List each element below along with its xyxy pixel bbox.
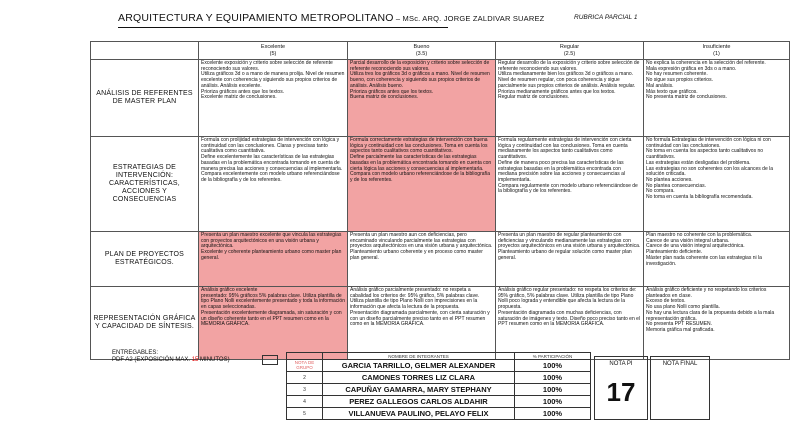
rubric-cell [496, 137, 644, 232]
rubric-cell [348, 137, 496, 232]
nota-pi-box [594, 356, 648, 420]
deliverable-checkbox[interactable] [262, 355, 278, 365]
course-title: ARQUITECTURA Y EQUIPAMIENTO METROPOLITANO [118, 12, 394, 24]
rubric-cell-line: Plan maestro no coherente con la problemática. [646, 232, 753, 238]
team-table [286, 352, 591, 420]
rubric-cell-line: No hay una lectura clara de la propuesta debido a la mala representación gráfica. [646, 309, 775, 322]
nota-final-label: NOTA FINAL [662, 361, 698, 367]
col-label: Regular [559, 44, 580, 50]
col-points: (3.5) [415, 50, 428, 57]
team-row [287, 372, 591, 384]
rubric-cell-line: Las estrategias no son coherentes con los alcances de la solución criticada. [646, 165, 774, 178]
rubric-cell-line: Excelente matriz de conclusiones. [201, 94, 277, 101]
rubric-cell-line: Análisis gráfico deficiente y no respetando los criterios planteados en clase. [646, 287, 767, 299]
rubric-cell-line: Formula correctamente estrategias de intervención con buena lógica y continuidad con las conclusiones. Toma en cuenta los aspectos tanto cualitativos como cuantitativos. [350, 137, 488, 155]
rubric-cell-line: Excelente exposición y criterio sobre selección de referente reconociendo sus valores. [201, 60, 333, 72]
deliverables-suffix: MINUTOS) [198, 357, 230, 363]
rubric-cell-line: Mala expresión gráfica en 3ds o a mano. [646, 65, 737, 72]
deliverables [112, 350, 230, 364]
member-number: 4 [287, 396, 323, 408]
rubric-cell-line: No toma en cuenta los aspectos tanto cualitativos no cuantitativos. [646, 148, 764, 161]
rubric-cell-line: No plantea acciones. [646, 176, 693, 183]
rubric-cell-line: Análisis gráfico parcialmente presentado: no respeta a cabalidad los criterios de: 95% gráfico, 5% palabras clave. Utiliza plantilla de tipo Plano Nolli con imprecisiones en la información que afecta la lectura de la propuesta. [350, 287, 480, 311]
rubric-cell [644, 137, 790, 232]
rubric-cell-line: Análisis gráfico excelente [201, 287, 258, 293]
member-participation: 100% [515, 360, 591, 372]
rubric-cell-line: Parcial desarrollo de la exposición y criterio sobre selección de referente reconociendo sus valores. [350, 60, 490, 72]
rubric-cell-line: Utiliza gráficos 3d o a mano de manera prolija. Nivel de resumen excelente con coherencia y siguiendo sus propios criterios de análisis. Análisis excelente. [201, 71, 345, 89]
rubric-label: RUBRICA PARCIAL 1 [574, 14, 638, 21]
col-points: (2.5) [563, 50, 576, 57]
col-label: Insuficiente [702, 44, 731, 50]
rubric-cell-line: No sigue sus propios criterios. [646, 77, 713, 84]
rubric-cell-line: Excelente y coherente planteamiento urbano como master plan general. [201, 249, 342, 261]
rubric-cell-line: Análisis gráfico regular presentado: no respeta los criterios de: 95% gráfico, 5% palabras clave. Utiliza plantilla de tipo Plano Nolli poco lograda y entendible que afecta la lectura de la propuesta. [498, 287, 637, 311]
rubric-cell-line: Presenta un plan maestro aun con deficiencias, pero encaminado vinculando parcialmente las estrategias con proyectos arquitectónicos en una visión urbana y arquitectónica. [350, 232, 493, 250]
rubric-cell-line: Carece de una visión integral urbana. [646, 237, 730, 244]
deliverables-prefix: PDF A2 (EXPOSICIÓN MAX. [112, 357, 192, 363]
rubric-cell-line: No compara. [646, 188, 675, 195]
team-row [287, 384, 591, 396]
rubric-cell-line: Planteamiento urbano coherente y en proceso como master plan general. [350, 249, 483, 261]
rubric-row-analisis [91, 60, 790, 137]
rubric-cell-line: No explica la coherencia en la selección del referente. [646, 60, 766, 66]
rubric-cell-line: Define excelentemente las características de las estrategias basadas en la problemática encontrada tomando en cuenta de manera precisa las acciones y consecuencias al implementarla. [201, 154, 343, 172]
rubric-cell-line: Planteamiento urbano de regular solución como master plan general. [498, 249, 632, 261]
rubric-cell-line: Máster plan nada coherente con las estrategias ni la investigación. [646, 254, 762, 267]
rubric-cell-line: Define parcialmente las características de las estrategias basadas en la problemática encontrada tomando en cuenta con cierta lógica las acciones y consecuencias al implementarla. [350, 154, 492, 172]
rubric-cell-line: Define de manera poco precisa las características de las estrategias basadas en la problemática encontrada con mediana precisión sobre las acciones y consecuencias al implementarla. [498, 159, 626, 183]
rubric-cell-line: No presenta matriz de conclusiones. [646, 94, 727, 101]
rubric-cell [199, 232, 348, 287]
rubric-row-representacion [91, 287, 790, 360]
rubric-cell-line: Regular matriz de conclusiones. [498, 94, 570, 101]
rubric-row-plan [91, 232, 790, 287]
rubric-cell [199, 287, 348, 360]
criterion-label: PLAN DE PROYECTOS ESTRATÉGICOS. [91, 232, 199, 287]
nota-pi-value: 17 [606, 377, 636, 407]
criterion-label: ANÁLISIS DE REFERENTES DE MASTER PLAN [91, 60, 199, 137]
rubric-cell-line: Compara regularmente con modelo urbano referenciándose de la bibliografía y de los referentes. [498, 182, 638, 195]
member-participation: 100% [515, 396, 591, 408]
rubric-cell [644, 287, 790, 360]
member-name: CAMONES TORRES LIZ CLARA [323, 372, 515, 384]
col-points: (5) [269, 50, 277, 57]
rubric-cell [348, 232, 496, 287]
member-name: CAPUÑAY GAMARRA, MARY STEPHANY [323, 384, 515, 396]
rubric-cell [644, 232, 790, 287]
col-label: Excelente [260, 44, 286, 50]
rubric-cell-line: Prioriza medianamente gráficos antes que los textos. [498, 88, 616, 95]
rubric-cell-line: Las estrategias están desligadas del problema. [646, 159, 751, 166]
deliverables-item [112, 357, 230, 364]
rubric-cell-line: Planteamiento deficiente. [646, 249, 703, 256]
rubric-cell-line: Regular desarrollo de la exposición y criterio sobre selección de referente reconociendo sus valores. [498, 60, 640, 72]
header-empty-cell [91, 42, 199, 60]
rubric-cell-line: No toma en cuenta la bibliografía recomendada. [646, 194, 753, 201]
rubric-cell-line: Memoria gráfica mal graficada. [646, 326, 715, 333]
nota-pi-label: NOTA PI [609, 361, 633, 367]
deliverables-title: ENTREGABLES: [112, 350, 159, 356]
rubric-cell-line: Utiliza tres los gráficos 3d o gráficos a mano. Nivel de resumen bueno, con coherencia y siguiendo sus propios criterios de análisis. Análisis bueno. [350, 71, 490, 89]
member-number: 3 [287, 384, 323, 396]
rubric-cell [496, 232, 644, 287]
document-header [118, 12, 758, 28]
rubric-table [90, 41, 790, 360]
rubric-cell [644, 60, 790, 137]
rubric-cell-line: Presentación excelentemente diagramada, sin saturación y con un diseño coherente tanto en el PPT resumen como en la MEMORIA GRÁFICA. [201, 309, 342, 328]
member-number: 5 [287, 408, 323, 420]
member-participation: 100% [515, 384, 591, 396]
criterion-label: REPRESENTACIÓN GRÁFICA Y CAPACIDAD DE SÍNTESIS. [91, 287, 199, 360]
rubric-cell-line: Presentación diagramada parcialmente, con cierta saturación y con un diseño parcialmente preciso tanto en el PPT resumen como en la MEMORIA GRÁFICA. [350, 309, 490, 328]
rubric-cell-line: Formula con prolijidad estrategias de intervención con lógica y continuidad con las conclusiones. Claras y precisas tanto cualitativa como cuantitativa. [201, 137, 340, 155]
rubric-cell-line: presentado: 95% gráficos 5% palabras clave. Utiliza plantilla de tipo Plano Nolli excelentemente presentado y toda la información en capas seleccionadas. [201, 292, 345, 311]
col-points: (1) [713, 50, 720, 57]
member-participation: 100% [515, 408, 591, 420]
group-grade-note: NOTA DE GRUPO [287, 360, 323, 372]
nota-final-box [650, 356, 710, 420]
rubric-cell [348, 60, 496, 137]
member-name: VILLANUEVA PAULINO, PELAYO FELIX [323, 408, 515, 420]
team-header-name: NOMBRE DE INTEGRANTES [323, 353, 515, 360]
rubric-cell-line: No hay resumen coherente. [646, 71, 708, 78]
member-number: 2 [287, 372, 323, 384]
instructor-name: – MSc. ARQ. JORGE ZALDIVAR SUAREZ [393, 14, 545, 23]
rubric-cell-line: No presenta PPT RESUMEN. [646, 321, 713, 328]
rubric-cell-line: No usa plano Nolli como plantilla. [646, 304, 720, 311]
rubric-cell-line: Exceso de textos. [646, 298, 686, 305]
rubric-cell [199, 60, 348, 137]
rubric-cell-line: Compara excelentemente con modelo urbano referenciándose de la bibliografía y de los referentes. [201, 171, 340, 183]
rubric-cell-line: Presentación diagramada con muchas deficiencias, con saturación de imágenes y texto. Diseño poco preciso tanto en el PPT resumen como en la MEMORIA GRÁFICA. [498, 309, 641, 328]
team-row [287, 408, 591, 420]
document-title [118, 12, 544, 24]
team-row [287, 396, 591, 408]
rubric-cell-line: Utiliza medianamente bien los gráficos 3d o gráficos a mano. Nivel de resumen regular, con poca coherencia y sigue parcialmente sus propios criterios de análisis. Análisis regular. [498, 71, 636, 89]
rubric-cell-line: Prioriza gráficos antes que los textos. [350, 88, 434, 95]
member-name: PEREZ GALLEGOS CARLOS ALDAHIR [323, 396, 515, 408]
header-col-insuficiente [644, 42, 790, 60]
rubric-cell-line: Mal análisis. [646, 82, 674, 89]
team-header-pct: % PARTICIPACIÓN [515, 353, 591, 360]
rubric-cell-line: No formula Estrategias de intervención con lógica ni con continuidad con las conclusiones. [646, 137, 771, 149]
col-label: Bueno [413, 44, 430, 50]
rubric-cell [348, 287, 496, 360]
rubric-cell-line: Prioriza gráficos antes que los textos. [201, 88, 285, 95]
team-header-num [287, 353, 323, 360]
rubric-cell-line: Más texto que gráficos. [646, 88, 698, 95]
rubric-cell-line: No plantea consecuencias. [646, 182, 707, 189]
team-header-row [287, 353, 591, 360]
title-underline [118, 27, 448, 28]
criterion-label: ESTRATEGIAS DE INTERVENCIÓN: CARACTERÍSTICAS, ACCIONES Y CONSECUENCIAS [91, 137, 199, 232]
rubric-header-row [91, 42, 790, 60]
rubric-cell-line: Compara con modelo urbano referenciándose de la bibliografía y de los referentes. [350, 171, 491, 183]
rubric-cell-line: Presenta un plan maestro de regular planteamiento con deficiencias y vinculando medianamente las estrategias con proyectos arquitectónicos en una visión urbana y arquitectónica. [498, 232, 641, 250]
team-row [287, 360, 591, 372]
rubric-cell [496, 287, 644, 360]
rubric-cell-line: Buena matriz de conclusiones. [350, 94, 419, 101]
rubric-cell-line: Formula regularmente estrategias de intervención con cierta lógica y continuidad con las conclusiones. Toma en cuenta medianamente los aspectos tanto cualitativos como cuantitativos. [498, 137, 632, 161]
deliverables-minutes: 15 [191, 357, 199, 363]
header-col-excelente [199, 42, 348, 60]
rubric-cell [199, 137, 348, 232]
member-name: GARCIA TARRILLO, GELMER ALEXANDER [323, 360, 515, 372]
member-participation: 100% [515, 372, 591, 384]
rubric-row-estrategias [91, 137, 790, 232]
rubric-cell-line: Presenta un plan maestro excelente que vincula las estrategias con proyectos arquitectónicos en una visión urbana y arquitectónica. [201, 232, 342, 250]
rubric-cell [496, 60, 644, 137]
rubric-cell-line: Carece de una visión integral arquitectónica. [646, 243, 745, 250]
header-col-bueno [348, 42, 496, 60]
header-col-regular [496, 42, 644, 60]
